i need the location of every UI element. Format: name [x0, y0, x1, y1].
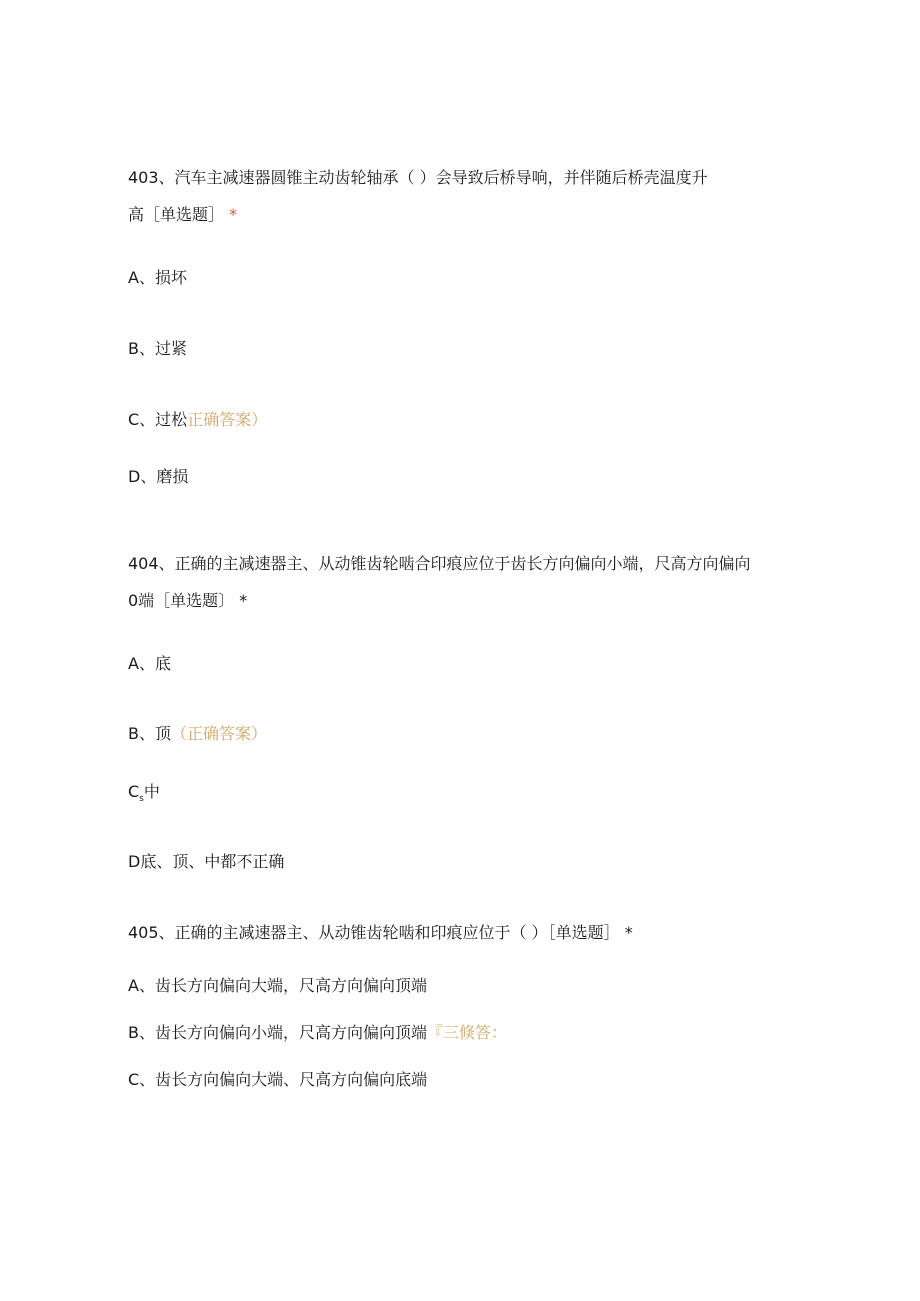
option-405-b[interactable]: [128, 1023, 507, 1043]
question-403-stem-line1: [128, 168, 708, 188]
question-text: 405、正确的主减速器主、从动锥齿轮啮和印痕应位于（ ）［单选题］: [128, 923, 620, 942]
option-letter-sub: s: [139, 794, 144, 804]
option-405-c[interactable]: [128, 1070, 427, 1090]
option-404-d[interactable]: [128, 852, 284, 872]
option-label: B、顶: [128, 724, 171, 743]
required-mark: *: [229, 205, 238, 224]
correct-answer-mark: （正确答案）: [170, 724, 267, 743]
option-label: D底、顶、中都不正确: [128, 852, 285, 871]
option-label: D、磨损: [128, 467, 189, 486]
question-403-stem-line2: [128, 205, 237, 225]
option-letter: C: [128, 782, 140, 801]
option-label: C、过松: [128, 410, 188, 429]
option-label: 中: [143, 782, 160, 801]
option-label: A、损坏: [128, 268, 187, 287]
option-label: B、过紧: [128, 339, 187, 358]
option-403-c[interactable]: [128, 410, 267, 430]
correct-answer-mark: 正确答案）: [187, 410, 268, 429]
option-403-d[interactable]: [128, 467, 188, 487]
option-404-b[interactable]: [128, 724, 267, 744]
question-type-label: 0端［单选题〕: [128, 591, 235, 610]
option-403-a[interactable]: [128, 268, 187, 288]
question-text: 403、汽车主减速器圆锥主动齿轮轴承（ ）会导致后桥导响，并伴随后桥壳温度升: [128, 168, 708, 187]
question-405-stem-line1: [128, 923, 633, 943]
option-404-a[interactable]: [128, 654, 171, 674]
option-404-c[interactable]: [128, 782, 160, 809]
option-405-a[interactable]: [128, 976, 427, 996]
correct-answer-mark: 『三倏答：: [426, 1023, 507, 1042]
option-label: C、齿长方向偏向大端、尺高方向偏向底端: [128, 1070, 428, 1089]
question-type-label: 高［单选题］: [128, 205, 225, 224]
option-403-b[interactable]: [128, 339, 187, 359]
option-label: B、齿长方向偏向小端，尺高方向偏向顶端: [128, 1023, 427, 1042]
question-text: 404、正确的主减速器主、从动锥齿轮啮合印痕应位于齿长方向偏向小端，尺高方向偏向: [128, 554, 751, 573]
question-404-stem-line2: [128, 591, 247, 611]
option-label: A、齿长方向偏向大端，尺高方向偏向顶端: [128, 976, 427, 995]
option-label: A、底: [128, 654, 171, 673]
required-mark: *: [624, 923, 633, 942]
question-404-stem-line1: [128, 554, 751, 574]
required-mark: *: [239, 591, 248, 610]
